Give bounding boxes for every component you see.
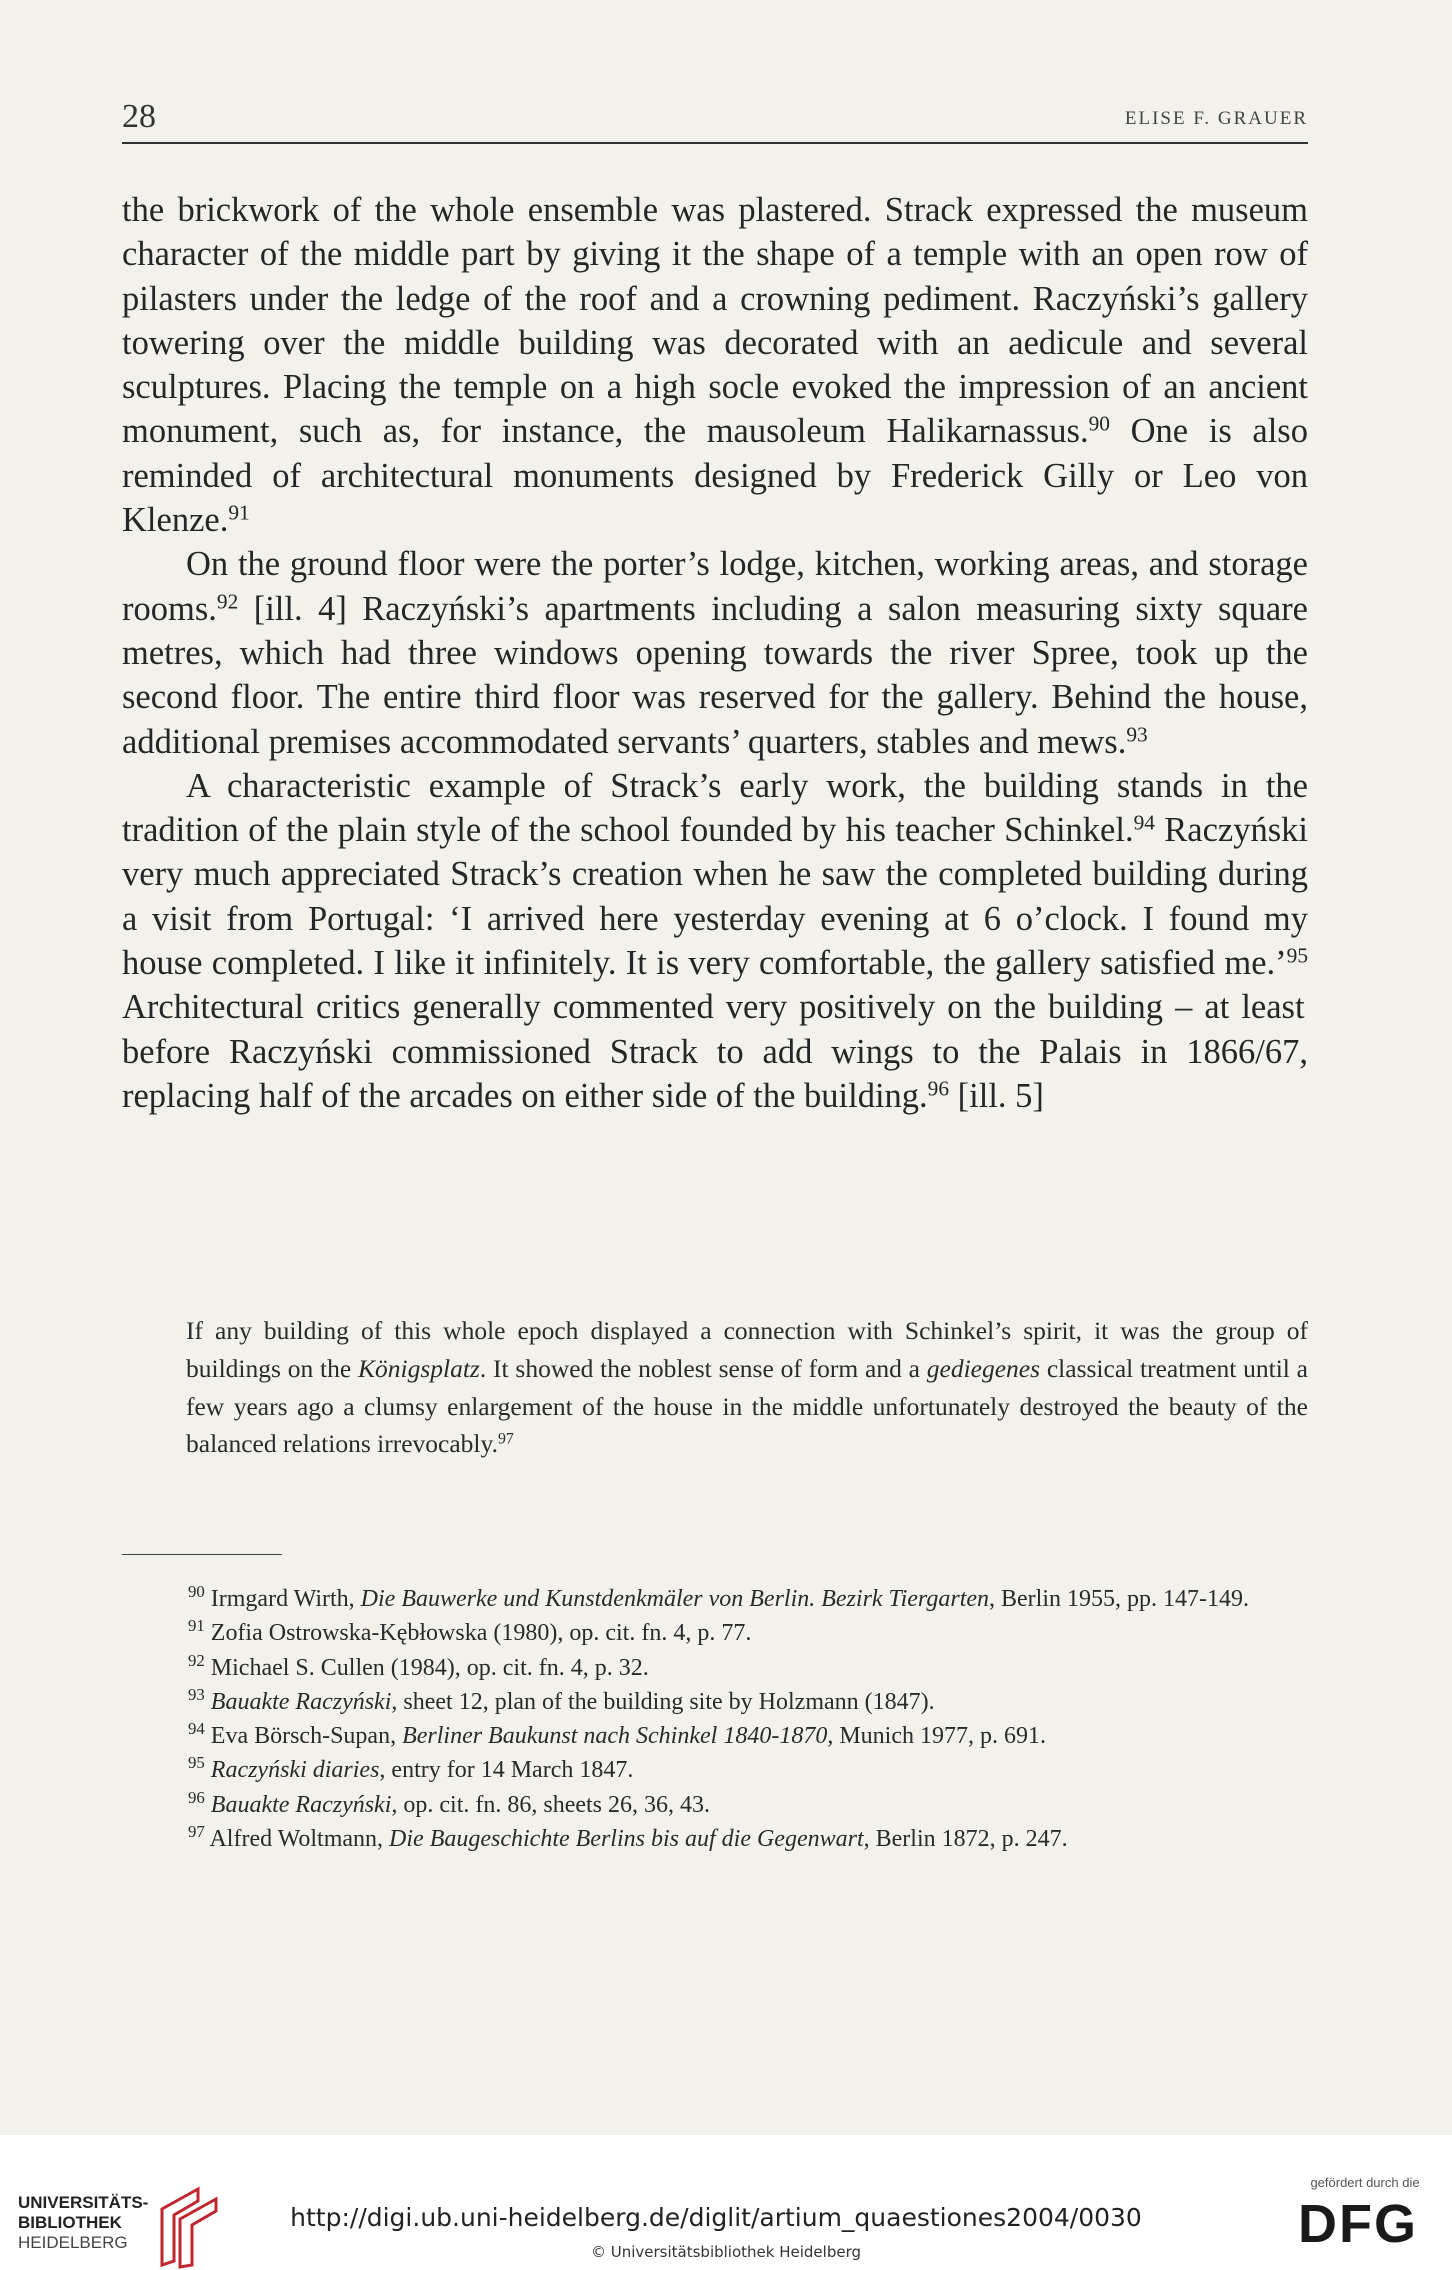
footnote-91: $^{91}$ Zofia Ostrowska-Kębłowska (1980), op. cit. fn. 4, p. 77.	[188, 1616, 752, 1647]
body-text	[122, 188, 1308, 1118]
running-head: ELISE F. GRAUER	[1124, 108, 1308, 129]
copyright-notice: © Universitätsbibliothek Heidelberg	[590, 2243, 861, 2261]
paragraph-1: the brickwork of the whole ensemble was plastered. Strack expressed the museum character of the middle part by giving it the shape of a temple with an open row of pilasters under the ledge of the roof and a crowning pediment. Raczyński’s gallery towering over the middle building was decorated with an aedicule and several sculptures. Placing the temple on a high socle evoked the impression of an ancient monument, such as, for instance, the mausoleum Halikarnassus.$^{90}$ One is also reminded of architectural monuments designed by Frederick Gilly or Leo von Klenze.$^{91}$	[122, 191, 1308, 540]
footnote-96: $^{96}$ Bauakte Raczyński, op. cit. fn. 86, sheets 26, 36, 43.	[188, 1787, 711, 1818]
footnote-ref: 91	[228, 500, 250, 525]
footnote-93: $^{93}$ Bauakte Raczyński, sheet 12, plan of the building site by Holzmann (1847).	[188, 1684, 935, 1715]
paragraph-3: A characteristic example of Strack’s early work, the building stands in the tradition of the plain style of the school founded by his teacher Schinkel.$^{94}$ Raczyński very much appreciated Strack’s creation when he saw the completed building during a visit from Portugal: ‘I arrived here yesterday evening at 6 o’clock. I found my house completed. I like it infinitely. It is very comfortable, the gallery satisfied me.’$^{95}$ Architectural critics generally commented very positively on the building – at least before Raczyński commissioned Strack to add wings to the Palais in 1866/67, replacing half of the arcades on either side of the building.$^{96}$ [ill. 5]	[122, 766, 1308, 1115]
footnote-97: $^{97}$ Alfred Woltmann, Die Baugeschichte Berlins bis auf die Gegenwart, Berlin 1872, p. 247.	[188, 1821, 1068, 1853]
document-url-link[interactable]: http://digi.ub.uni-heidelberg.de/diglit/artium_quaestiones2004/0030	[290, 2203, 1142, 2232]
footnote-ref: 93	[1126, 721, 1148, 746]
page-number: 28	[122, 98, 156, 135]
footnote-ref: 90	[1088, 411, 1110, 436]
library-logo[interactable]: UNIVERSITÄTS- BIBLIOTHEK HEIDELBERG	[18, 2193, 228, 2263]
footnote-95: $^{95}$ Raczyński diaries, entry for 14 March 1847.	[188, 1753, 634, 1784]
footnote-94: $^{94}$ Eva Börsch-Supan, Berliner Baukunst nach Schinkel 1840-1870, Munich 1977, p. 691.	[188, 1718, 1046, 1750]
footnote-ref: 96	[927, 1076, 950, 1101]
block-quote: If any building of this whole epoch displayed a connection with Schinkel’s spirit, it was the group of buildings on the Königsplatz. It showed the noblest sense of form and a gediegenes classical treatment until a few years ago a clumsy enlargement of the house in the middle unfortunately destroyed the beauty of the balanced relations irrevocably.$^{97}$	[186, 1316, 1308, 1459]
paragraph-2: On the ground floor were the porter’s lodge, kitchen, working areas, and storage rooms.$^{92}$ [ill. 4] Raczyński’s apartments including a salon measuring sixty square metres, which had three windows opening towards the river Spree, took up the second floor. The entire third floor was reserved for the gallery. Behind the house, additional premises accommodated servants’ quarters, stables and mews.$^{93}$	[122, 545, 1308, 761]
viewer-footer	[0, 2135, 1452, 2270]
footnote-ref: 92	[216, 588, 239, 613]
funder-tagline: gefördert durch die	[1310, 2175, 1420, 2190]
footnote-divider	[122, 1554, 282, 1555]
dfg-logo[interactable]	[1290, 2175, 1440, 2265]
page-header	[122, 98, 1308, 144]
footnote-90: $^{90}$ Irmgard Wirth, Die Bauwerke und Kunstdenkmäler von Berlin. Bezirk Tiergarten, Berlin 1955, pp. 147-149.	[188, 1581, 1249, 1612]
footnote-92: $^{92}$ Michael S. Cullen (1984), op. cit. fn. 4, p. 32.	[188, 1650, 649, 1681]
footnotes	[122, 1582, 1308, 1856]
footnote-ref: 97	[498, 1430, 514, 1448]
dfg-wordmark: DFG	[1298, 2194, 1418, 2254]
footnote-ref: 95	[1286, 943, 1308, 968]
footnote-ref: 94	[1133, 810, 1155, 835]
